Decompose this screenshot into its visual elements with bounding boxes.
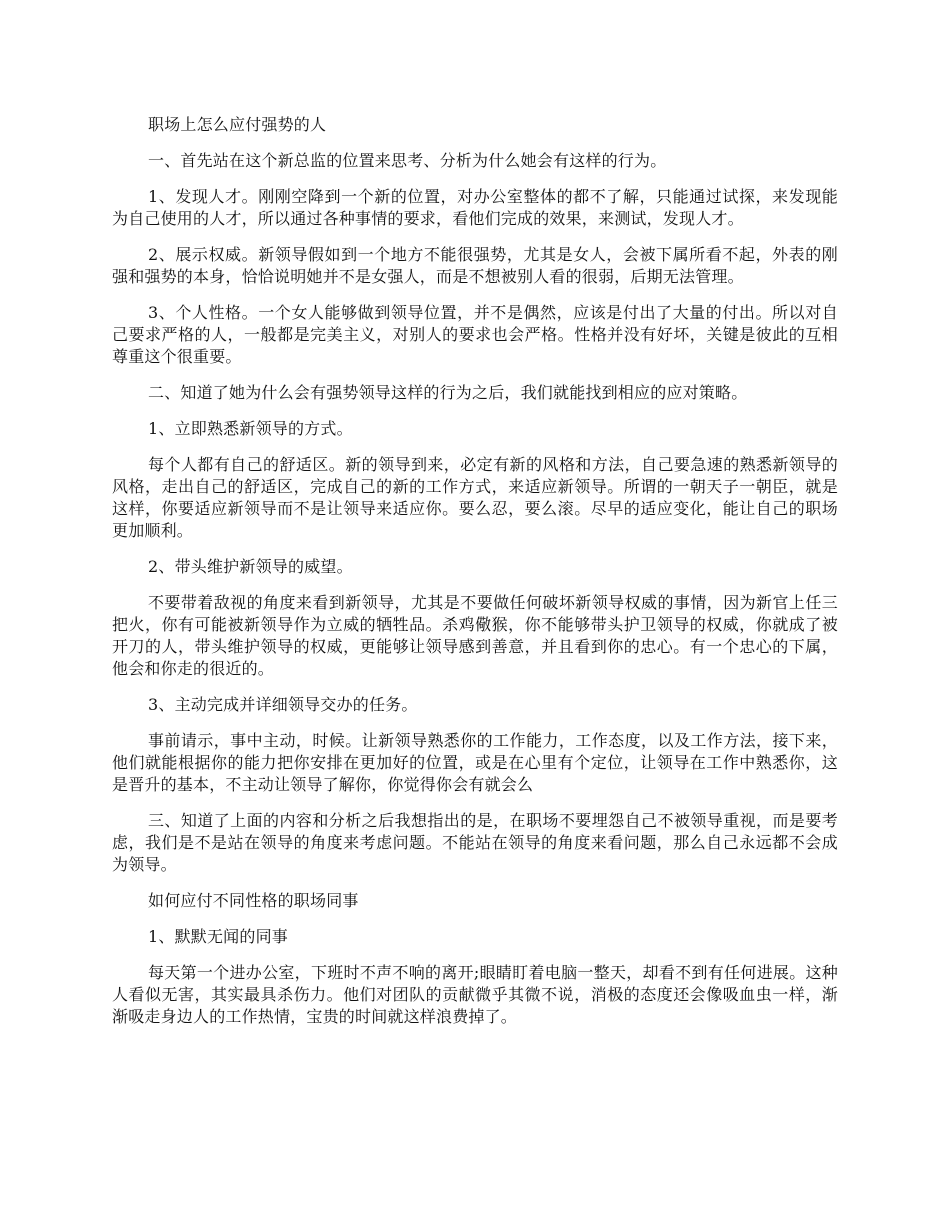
section-heading-2: 二、知道了她为什么会有强势领导这样的行为之后，我们就能找到相应的应对策略。	[148, 383, 748, 402]
paragraph: 每个人都有自己的舒适区。新的领导到来，必定有新的风格和方法，自己要急速的熟悉新领导的风格，走出自己的舒适区，完成自己的新的工作方式，来适应新领导。所谓的一朝天子一朝臣，就是这样，你要适应新领导而不是让领导来适应你。要么忍，要么滚。尽早的适应变化，能让自己的职场更加顺利。	[112, 455, 838, 540]
paragraph: 1、发现人才。刚刚空降到一个新的位置，对办公室整体的都不了解，只能通过试探，来发现能为自己使用的人才，所以通过各种事情的要求，看他们完成的效果，来测试，发现人才。	[112, 187, 838, 228]
section-heading-3: 三、知道了上面的内容和分析之后我想指出的是，在职场不要埋怨自己不被领导重视，而是要考虑，我们是不是站在领导的角度来考虑问题。不能站在领导的角度来看问题，那么自己永远都不会成为领导。	[112, 811, 838, 874]
subheading: 1、默默无闻的同事	[148, 927, 288, 946]
document-title: 职场上怎么应付强势的人	[148, 115, 327, 134]
subheading: 1、立即熟悉新领导的方式。	[148, 419, 353, 438]
paragraph: 每天第一个进办公室，下班时不声不响的离开;眼睛盯着电脑一整天，却看不到有任何进展。这种人看似无害，其实最具杀伤力。他们对团队的贡献微乎其微不说，消极的态度还会像吸血虫一样，渐渐吸走身边人的工作热情，宝贵的时间就这样浪费掉了。	[112, 963, 838, 1026]
subheading: 2、带头维护新领导的威望。	[148, 557, 353, 576]
document-page	[112, 114, 838, 1042]
subheading: 3、主动完成并详细领导交办的任务。	[148, 695, 418, 714]
paragraph: 事前请示，事中主动，时候。让新领导熟悉你的工作能力，工作态度，以及工作方法，接下来，他们就能根据你的能力把你安排在更加好的位置，或是在心里有个定位，让领导在工作中熟悉你，这是晋升的基本，不主动让领导了解你，你觉得你会有就会么	[112, 731, 838, 794]
paragraph: 不要带着敌视的角度来看到新领导，尤其是不要做任何破坏新领导权威的事情，因为新官上任三把火，你有可能被新领导作为立威的牺牲品。杀鸡儆猴，你不能够带头护卫领导的权威，你就成了被开刀的人，带头维护领导的权威，更能够让领导感到善意，并且看到你的忠心。有一个忠心的下属，他会和你走的很近的。	[112, 593, 838, 678]
paragraph: 2、展示权威。新领导假如到一个地方不能很强势，尤其是女人，会被下属所看不起，外表的刚强和强势的本身，恰恰说明她并不是女强人，而是不想被别人看的很弱，后期无法管理。	[112, 245, 838, 286]
section-title: 如何应付不同性格的职场同事	[148, 891, 359, 910]
paragraph: 3、个人性格。一个女人能够做到领导位置，并不是偶然，应该是付出了大量的付出。所以对自己要求严格的人，一般都是完美主义，对别人的要求也会严格。性格并没有好坏，关键是彼此的互相尊重这个很重要。	[112, 303, 838, 366]
section-heading-1: 一、首先站在这个新总监的位置来思考、分析为什么她会有这样的行为。	[148, 151, 667, 170]
